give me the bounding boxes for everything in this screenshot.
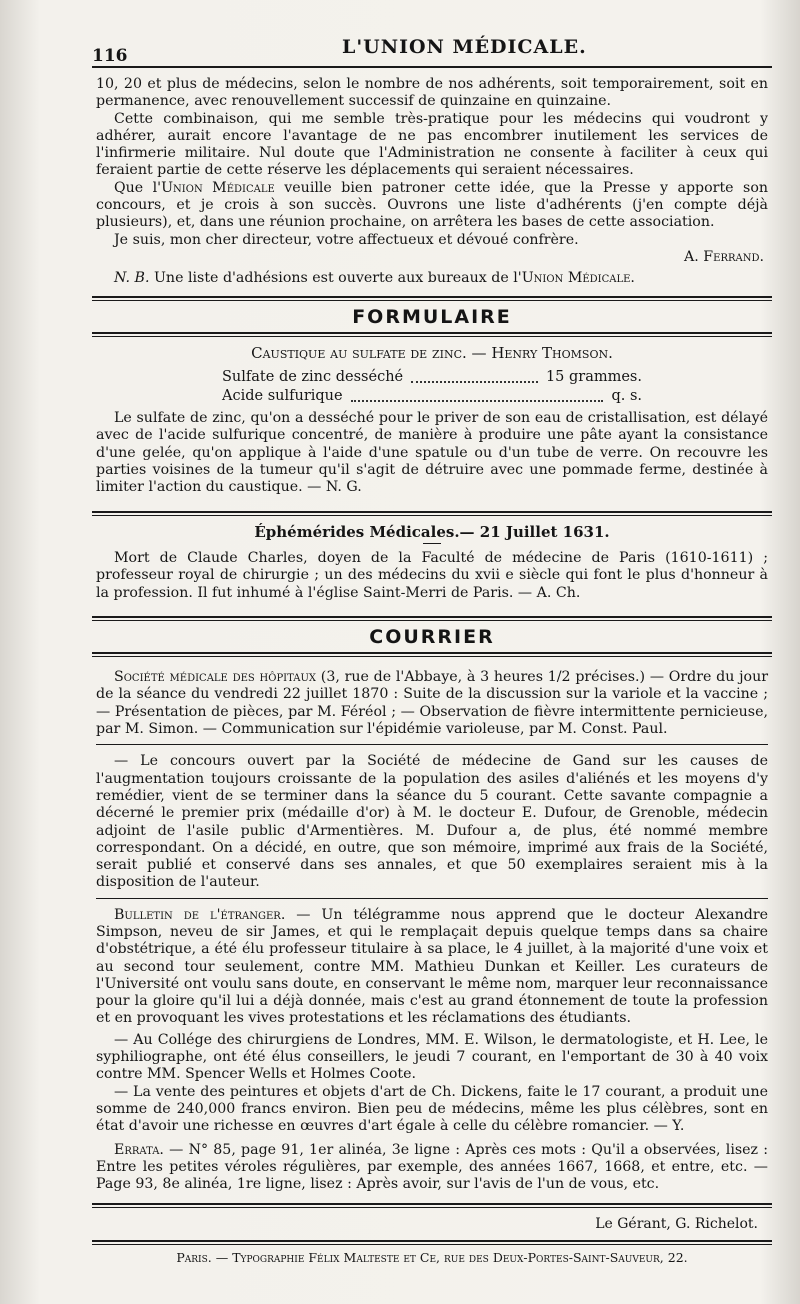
section-divider — [92, 616, 772, 621]
letter-paragraph-3 — [96, 180, 768, 232]
courrier-paragraph-3 — [96, 907, 768, 1028]
courrier-paragraph-4: — Au Collége des chirurgiens de Londres, MM. E. Wilson, le dermatologiste, et H. Lee, le syphiliographe, ont été élus conseillers, le jeudi 7 courant, en l'emportant de 30 à 40 voix contre MM. Spencer Wells et Holmes Coote. — [96, 1031, 768, 1083]
letter-p3-start: Que l' — [114, 179, 162, 196]
errata-text: — N° 85, page 91, 1er alinéa, 3e ligne : Après ces mots : Qu'il a observées, lisez : Entre les petites véroles régulières, par exemple, des années 1667, 1668, et entre, etc. — Page 93, 8e alinéa, 1re ligne, lisez : Après avoir, sur l'avis de l'un de vous, etc. — [96, 1141, 768, 1193]
ingredient-qty: q. s. — [611, 388, 642, 405]
courrier-paragraph-2: — Le concours ouvert par la Société de médecine de Gand sur les causes de l'augmentation toujours croissante de la population des asiles d'aliénés et les moyens d'y remédier, vient de se terminer dans la séance du 5 courant. Cette savante compagnie a décerné le premier prix (médaille d'or) à M. le docteur E. Dufour, de Grenoble, médecin adjoint de l'asile public d'Armentières. M. Dufour a, de plus, été nommé membre correspondant. On a décidé, en outre, que son mémoire, imprimé aux frais de la Société, serait publié et conservé dans ses annales, et que 50 exemplaires seraient mis à la disposition de l'auteur. — [96, 753, 768, 891]
letter-p3-rest: veuille bien patroner cette idée, que la Presse y apporte son concours, et je crois à son succès. Ouvrons une liste d'adhérents (j'en compte déjà plusieurs), et, dans une réunion prochaine, on arrêtera les bases de cette association. — [96, 179, 768, 231]
letter-nb-text: Une liste d'adhésions est ouverte aux bureaux de l' — [149, 270, 522, 287]
errata — [96, 1142, 768, 1194]
short-rule — [423, 543, 441, 544]
formula-row — [222, 387, 642, 406]
courrier-title: COURRIER — [369, 625, 495, 648]
ephemerides-title: Éphémérides Médicales.— 21 Juillet 1631. — [254, 522, 610, 541]
courrier-title-box — [96, 625, 768, 648]
page-content — [96, 76, 768, 1266]
ingredient-name: Acide sulfurique — [222, 388, 343, 405]
section-divider — [92, 511, 772, 516]
ingredient-name: Sulfate de zinc desséché — [222, 369, 404, 386]
courrier-p1-label: Société médicale des hôpitaux — [114, 669, 317, 686]
paragraph-divider — [96, 744, 768, 745]
errata-label: Errata. — [114, 1141, 164, 1158]
courrier-p3-text: — Un télégramme nous apprend que le docteur Alexandre Simpson, neveu de sir James, et qui le remplaçait depuis quelque temps dans sa chaire d'obstétrique, a été élu professeur titulaire à sa place, le 4 juillet, à la majorité d'une voix et au second tour seulement, contre MM. Mathieu Dunkan et Keiller. Les curateurs de l'Université ont voulu sans doute, en conservant le même nom, marquer leur reconnaissance pour la gloire qu'il lui a déjà donnée, mais c'est au grand étonnement de toute la profession et en provoquant les vives protestations et les réclamations des étudiants. — [96, 906, 768, 1027]
letter-paragraph-4: Je suis, mon cher directeur, votre affectueux et dévoué confrère. — [114, 231, 579, 248]
letter-nb-label: N. B. — [114, 270, 150, 287]
courrier-paragraph-5: — La vente des peintures et objets d'art de Ch. Dickens, faite le 17 courant, a produit une somme de 240,000 francs environ. Bien peu de médecins, même les plus célèbres, sont en état d'avoir une richesse en œuvres d'art égale à celle du célèbre romancier. — Y. — [96, 1083, 768, 1135]
section-divider — [92, 1203, 772, 1208]
ephemerides-text: Mort de Claude Charles, doyen de la Faculté de médecine de Paris (1610-1611) ; professeur royal de chirurgie ; un des médecins du xvii e siècle qui font le plus d'honneur à la profession. Il fut inhumé à l'église Saint-Merri de Paris. — A. Ch. — [96, 549, 768, 601]
section-divider — [92, 332, 772, 337]
section-divider — [92, 296, 772, 301]
courrier-paragraph-1 — [96, 669, 768, 738]
letter-paragraph-2: Cette combinaison, qui me semble très-pratique pour les médecins qui voudront y adhérer, aurait encore l'avantage de ne pas encombrer inutilement les services de l'infirmerie militaire. Nul doute que l'Administration ne consente à faciliter à ceux qui feraient partie de cette réserve les déplacements qui seraient nécessaires. — [96, 110, 768, 179]
letter-p3-journal: Union Médicale — [161, 179, 275, 196]
running-head — [92, 36, 772, 68]
formula-row — [222, 368, 642, 387]
section-divider — [92, 652, 772, 657]
letter-signature: A. Ferrand. — [684, 248, 764, 265]
page-number: 116 — [92, 46, 128, 66]
ingredient-qty: 15 grammes. — [545, 369, 642, 386]
letter-nb-journal: Union Médicale. — [521, 270, 635, 287]
leader-dots — [411, 368, 538, 383]
formula-list — [222, 368, 642, 406]
letter-paragraph-1: 10, 20 et plus de médecins, selon le nombre de nos adhérents, soit temporairement, soit en permanence, avec renouvellement successif de quinzaine en quinzaine. — [96, 76, 768, 110]
formulaire-subtitle: Caustique au sulfate de zinc. — Henry Thomson. — [251, 343, 613, 362]
courrier-p1-text: (3, rue de l'Abbaye, à 3 heures 1/2 précises.) — Ordre du jour de la séance du vendredi 22 juillet 1870 : Suite de la discussion sur la variole et la vaccine ; — Présentation de pièces, par M. Féréol ; — Observation de fièvre intermittente pernicieuse, par M. Simon. — Communication sur l'épidémie varioleuse, par M. Const. Paul. — [96, 669, 769, 738]
printer-imprint: Paris. — Typographie Félix Malteste et Ce, rue des Deux-Portes-Saint-Sauveur, 22. — [176, 1249, 688, 1265]
formulaire-text: Le sulfate de zinc, qu'on a desséché pour le priver de son eau de cristallisation, est délayé avec de l'acide sulfurique concentré, de manière à produire une pâte ayant la consistance d'une gelée, qu'on applique à l'aide d'une spatule ou d'un tube de verre. On recouvre les parties voisines de la tumeur qu'il s'agit de détruire avec une pommade ferme, destinée à limiter l'action du caustique. — N. G. — [96, 410, 768, 496]
leader-dots — [351, 387, 604, 402]
letter-note — [96, 270, 768, 287]
gerant-signature: Le Gérant, G. Richelot. — [595, 1216, 758, 1233]
section-divider — [92, 1240, 772, 1245]
courrier-p3-label: Bulletin de l'étranger. — [114, 906, 286, 923]
journal-title: L'UNION MÉDICALE. — [342, 36, 587, 58]
formulaire-title: FORMULAIRE — [352, 305, 512, 328]
paragraph-divider — [96, 898, 768, 899]
